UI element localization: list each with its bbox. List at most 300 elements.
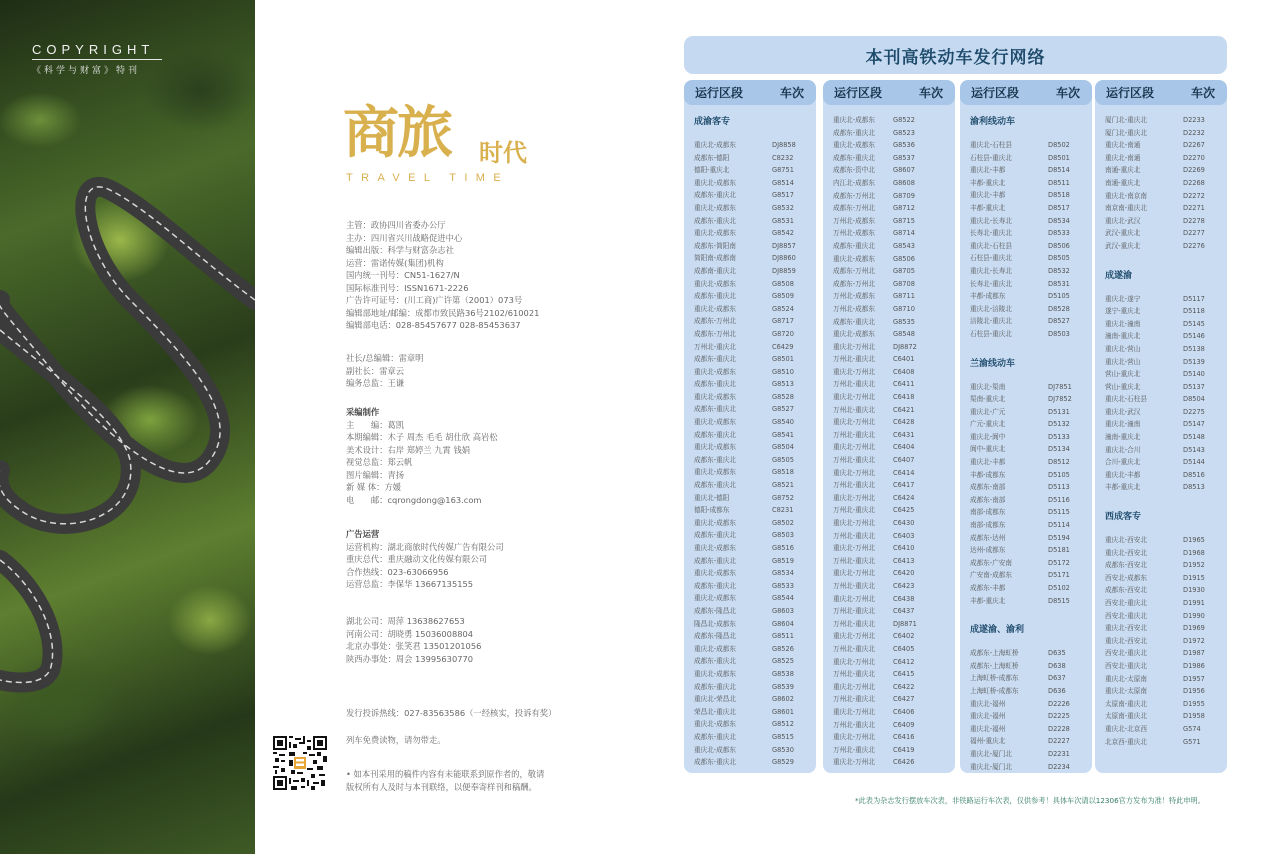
- info-line: 陕西办事处：周会 13995630770: [346, 653, 474, 664]
- train-row: [970, 381, 1092, 394]
- train-number-cell: D2268: [1183, 178, 1205, 187]
- route-cell: 成都东-重庆北: [694, 430, 736, 439]
- route-cell: 重庆北-万州北: [833, 468, 875, 477]
- info-line: 运营机构：湖北商旅时代传媒广告有限公司: [346, 541, 504, 552]
- train-number-cell: D2277: [1183, 229, 1205, 238]
- train-row: [694, 731, 816, 744]
- train-row: [970, 393, 1092, 406]
- train-row: [833, 429, 955, 442]
- train-row: [970, 481, 1092, 494]
- train-row: [833, 127, 955, 140]
- train-table-column: [960, 80, 1092, 773]
- train-row: [694, 655, 816, 668]
- route-cell: 重庆北-成都东: [694, 418, 736, 427]
- train-number-cell: D1965: [1183, 536, 1205, 545]
- route-cell: 万州北-重庆北: [833, 506, 875, 515]
- train-row: [1105, 660, 1227, 673]
- train-number-cell: D5171: [1048, 571, 1070, 580]
- route-cell: 重庆北-南通: [1105, 153, 1141, 162]
- route-cell: 重庆北-成都东: [694, 203, 736, 212]
- train-row: [1105, 393, 1227, 406]
- section-title: 西成客专: [1105, 512, 1142, 523]
- train-row: [833, 391, 955, 404]
- route-cell: 厦门北-重庆北: [1105, 128, 1147, 137]
- info-line: • 如本刊采用的稿件内容有未能联系到原作者的，敬请: [346, 769, 545, 779]
- train-row: [694, 315, 816, 328]
- train-row: [1105, 685, 1227, 698]
- train-number-cell: D8504: [1183, 395, 1205, 404]
- route-cell: 重庆北-丰都: [970, 191, 1006, 200]
- train-number-cell: DJ8859: [772, 266, 796, 275]
- route-cell: 重庆北-石柱县: [1105, 395, 1147, 404]
- train-row: [1105, 152, 1227, 165]
- route-cell: 遂宁-重庆北: [1105, 307, 1141, 316]
- train-row: [833, 404, 955, 417]
- route-cell: 厦门北-重庆北: [1105, 116, 1147, 124]
- info-line: 编辑部地址/邮编：成都市致民路36号2102/610021: [346, 307, 540, 318]
- train-number-cell: D8527: [1048, 317, 1070, 326]
- train-row: [1105, 622, 1227, 635]
- route-cell: 重庆北-万州北: [833, 544, 875, 553]
- train-row: [833, 290, 955, 303]
- train-row: [1105, 534, 1227, 547]
- train-number-cell: C6404: [893, 443, 915, 452]
- train-number-cell: G8539: [772, 682, 794, 691]
- offices-info: [346, 615, 481, 665]
- train-row: [970, 647, 1092, 660]
- train-number-cell: C6429: [772, 342, 794, 351]
- route-cell: 成都东-隆昌北: [694, 606, 736, 615]
- train-row: [1105, 572, 1227, 585]
- train-number-cell: C6425: [893, 506, 915, 515]
- train-row: [970, 456, 1092, 469]
- train-row: [833, 253, 955, 266]
- train-number-cell: D5145: [1183, 319, 1205, 328]
- route-cell: 重庆北-福州: [970, 724, 1006, 733]
- info-line: 运营总监：李保华 13667135155: [346, 579, 474, 590]
- route-cell: 成都东-重庆北: [833, 317, 875, 326]
- train-row: [833, 240, 955, 253]
- train-number-cell: D2269: [1183, 166, 1205, 175]
- train-row: [833, 605, 955, 618]
- train-row: [1105, 343, 1227, 356]
- train-row: [694, 681, 816, 694]
- train-row: [1105, 698, 1227, 711]
- train-number-cell: G8708: [893, 279, 915, 288]
- train-row: [1105, 164, 1227, 177]
- route-cell: 成都东-重庆北: [694, 581, 736, 590]
- train-row: [694, 668, 816, 681]
- route-cell: 重庆北-潼南: [1105, 420, 1141, 429]
- route-cell: 成都东-重庆北: [694, 758, 736, 767]
- route-cell: 石柱县-重庆北: [970, 153, 1012, 162]
- winding-road-graphic: [0, 0, 255, 854]
- route-cell: 广安南-成都东: [970, 571, 1012, 580]
- route-cell: 成都东-资中北: [833, 166, 875, 175]
- route-cell: 万州北-重庆北: [694, 342, 736, 351]
- advertising-info: [346, 528, 504, 591]
- train-number-cell: C6419: [893, 745, 915, 754]
- route-cell: 万州北-成都东: [833, 229, 875, 238]
- train-row: [833, 756, 955, 769]
- column-header: [823, 80, 955, 105]
- train-number-cell: G8604: [772, 619, 794, 628]
- route-cell: 南通-重庆北: [1105, 166, 1141, 175]
- train-row: [833, 378, 955, 391]
- train-number-cell: C6415: [893, 670, 915, 679]
- route-cell: 万州北-重庆北: [833, 556, 875, 565]
- train-row: [833, 681, 955, 694]
- train-number-cell: D635: [1048, 649, 1066, 658]
- train-number-cell: D8513: [1183, 483, 1205, 492]
- train-number-cell: C6418: [893, 393, 915, 402]
- train-number-cell: G8535: [893, 317, 915, 326]
- train-number-cell: G8710: [893, 304, 915, 313]
- train-number-cell: G8518: [772, 468, 794, 477]
- train-number-cell: G8525: [772, 657, 794, 666]
- train-number-cell: G8532: [772, 203, 794, 212]
- train-number-cell: DJ8858: [772, 141, 796, 149]
- train-row: [1105, 723, 1227, 736]
- route-cell: 重庆北-成都东: [694, 279, 736, 288]
- train-number-cell: G8519: [772, 556, 794, 565]
- logo-subtitle: 时代: [479, 139, 527, 167]
- route-cell: 重庆北-成都东: [694, 518, 736, 527]
- train-row: [833, 719, 955, 732]
- train-row: [970, 532, 1092, 545]
- route-cell: 德阳-重庆北: [694, 166, 730, 175]
- train-row: [694, 454, 816, 467]
- route-cell: 万州北-重庆北: [833, 531, 875, 540]
- train-number-cell: D2232: [1183, 128, 1205, 137]
- route-cell: 万州北-重庆北: [833, 355, 875, 364]
- train-row: [694, 429, 816, 442]
- train-row: [970, 595, 1092, 608]
- train-number-cell: G8530: [772, 745, 794, 754]
- route-cell: 南部-成都东: [970, 508, 1006, 517]
- train-row: [970, 431, 1092, 444]
- header-route: 运行区段: [971, 86, 1020, 100]
- train-number-cell: D8511: [1048, 178, 1070, 187]
- train-row: [694, 240, 816, 253]
- train-number-cell: D8501: [1048, 153, 1070, 162]
- train-table-column: [1095, 80, 1227, 773]
- train-row: [970, 469, 1092, 482]
- route-cell: 成都东-南部: [970, 495, 1006, 504]
- train-number-cell: G8751: [772, 166, 794, 175]
- train-row: [833, 593, 955, 606]
- train-number-cell: D637: [1048, 674, 1066, 683]
- route-cell: 重庆北-万州北: [833, 632, 875, 641]
- train-number-cell: G8541: [772, 430, 794, 439]
- train-number-cell: D5132: [1048, 420, 1070, 429]
- train-number-cell: G8608: [893, 178, 915, 187]
- route-cell: 重庆北-石柱县: [970, 241, 1012, 250]
- train-number-cell: D636: [1048, 686, 1066, 695]
- train-number-cell: G8528: [772, 392, 794, 401]
- route-cell: 成都东-万州北: [833, 191, 875, 200]
- route-cell: 万州北-重庆北: [833, 456, 875, 465]
- section-title: 成渝客专: [694, 117, 731, 127]
- train-number-cell: D8502: [1048, 141, 1070, 149]
- train-row: [1105, 330, 1227, 343]
- train-number-cell: C6409: [893, 720, 915, 729]
- train-row: [970, 735, 1092, 748]
- train-number-cell: D2275: [1183, 407, 1205, 416]
- route-cell: 成都东-南部: [970, 483, 1006, 492]
- train-number-cell: D8517: [1048, 203, 1070, 212]
- info-line: 广告许可证号：(川工商)广许第（2001）073号: [346, 295, 523, 306]
- train-row: [1105, 481, 1227, 494]
- train-row: [970, 265, 1092, 278]
- train-row: [1105, 584, 1227, 597]
- train-row: [694, 353, 816, 366]
- train-number-cell: D2272: [1183, 191, 1205, 200]
- train-row: [1105, 368, 1227, 381]
- train-row: [694, 605, 816, 618]
- train-row: [1105, 240, 1227, 253]
- train-number-cell: G8515: [772, 732, 794, 741]
- train-row: [970, 698, 1092, 711]
- train-number-cell: D1952: [1183, 561, 1205, 570]
- train-row: [1105, 635, 1227, 648]
- train-row: [694, 164, 816, 177]
- train-row: [833, 227, 955, 240]
- train-row: [833, 517, 955, 530]
- route-cell: 成都东-上海虹桥: [970, 649, 1019, 658]
- train-number-cell: C6420: [893, 569, 915, 578]
- route-cell: 重庆北-成都东: [694, 544, 736, 552]
- train-row: [694, 177, 816, 190]
- train-number-cell: G8711: [893, 292, 915, 301]
- route-cell: 重庆北-成都东: [694, 745, 736, 754]
- info-line: 河南公司：胡晓勇 15036008804: [346, 628, 474, 639]
- route-cell: 丰都-重庆北: [970, 203, 1006, 212]
- route-cell: 成都东-重庆北: [694, 455, 736, 464]
- train-number-cell: G8516: [772, 544, 794, 552]
- train-row: [833, 303, 955, 316]
- train-table-column: [823, 80, 955, 773]
- train-number-cell: DJ8871: [893, 619, 917, 628]
- train-row: [970, 582, 1092, 595]
- route-cell: 丰都-重庆北: [1105, 483, 1141, 492]
- route-cell: 潼南-重庆北: [1105, 332, 1141, 341]
- train-number-cell: D2225: [1048, 712, 1070, 721]
- train-number-cell: D1986: [1183, 661, 1205, 670]
- route-cell: 成都东-重庆北: [694, 556, 736, 565]
- train-number-cell: D8515: [1048, 596, 1070, 605]
- info-line: 本期编辑：木子 周杰 毛毛 胡仕欣 高岩松: [346, 432, 498, 443]
- train-number-cell: G8508: [772, 279, 794, 288]
- train-row: [970, 544, 1092, 557]
- route-cell: 重庆北-成都东: [694, 468, 736, 477]
- train-number-cell: G8521: [772, 481, 794, 490]
- header-train: 车次: [918, 86, 943, 100]
- train-number-cell: C6412: [893, 657, 915, 666]
- train-row: [1105, 139, 1227, 152]
- info-line: 国内统一刊号：CN51-1627/N: [346, 270, 460, 281]
- train-number-cell: D5144: [1183, 458, 1205, 467]
- train-row: [833, 164, 955, 177]
- train-row: [970, 723, 1092, 736]
- route-cell: 重庆北-万州北: [833, 569, 875, 578]
- route-cell: 营山-重庆北: [1105, 382, 1141, 391]
- train-number-cell: C6401: [893, 355, 915, 364]
- route-cell: 涪陵北-重庆北: [970, 317, 1012, 326]
- train-row: [1105, 406, 1227, 419]
- train-row: [833, 580, 955, 593]
- route-cell: 重庆北-成都东: [694, 644, 736, 653]
- train-number-cell: D8512: [1048, 458, 1070, 467]
- train-row: [694, 139, 816, 152]
- train-row: [970, 189, 1092, 202]
- route-cell: 南部-成都东: [970, 521, 1006, 530]
- route-cell: 重庆北-万州北: [833, 733, 875, 742]
- route-cell: 广元-重庆北: [970, 420, 1006, 429]
- route-cell: 成都东-重庆北: [694, 682, 736, 691]
- info-line: 图片编辑：青扬: [346, 469, 405, 480]
- train-number-cell: C6405: [893, 644, 915, 653]
- route-cell: 重庆北-西安北: [1105, 636, 1147, 645]
- train-row: [833, 504, 955, 517]
- info-line: 美术设计：右岸 郑婷兰 九霄 钱娟: [346, 444, 471, 455]
- route-cell: 重庆北-成都东: [694, 669, 736, 678]
- train-number-cell: C6426: [893, 758, 915, 767]
- column-header: [960, 80, 1092, 105]
- train-number-cell: D8518: [1048, 191, 1070, 200]
- route-cell: 重庆北-成都东: [694, 178, 736, 187]
- train-number-cell: G574: [1183, 724, 1201, 733]
- train-row: [833, 479, 955, 492]
- train-row: [833, 618, 955, 631]
- route-cell: 成都东-万州北: [694, 317, 736, 326]
- route-cell: 万州北-重庆北: [833, 644, 875, 653]
- route-cell: 成都东-重庆北: [833, 153, 875, 162]
- route-cell: 渠南-重庆北: [970, 395, 1006, 404]
- route-cell: 石柱县-重庆北: [970, 254, 1012, 263]
- route-cell: 西安北-重庆北: [1105, 599, 1147, 607]
- train-number-cell: G8534: [772, 569, 794, 578]
- train-number-cell: G8540: [772, 418, 794, 427]
- copyright-notice: [346, 768, 544, 793]
- info-line: 运营：雷诺传媒(集团)机构: [346, 257, 444, 268]
- train-row: [694, 555, 816, 568]
- train-row: [694, 278, 816, 291]
- train-row: [970, 215, 1092, 228]
- route-cell: 丰都-重庆北: [970, 178, 1006, 187]
- route-cell: 重庆北-万州北: [833, 707, 875, 716]
- train-row: [694, 744, 816, 757]
- train-number-cell: G8513: [772, 380, 794, 389]
- train-row: [694, 504, 816, 517]
- train-row: [970, 672, 1092, 685]
- info-line: 视觉总监：郑云帆: [346, 457, 413, 468]
- train-number-cell: G8503: [772, 531, 794, 540]
- train-row: [970, 278, 1092, 291]
- train-row: [833, 202, 955, 215]
- header-route: 运行区段: [1106, 86, 1155, 100]
- train-number-cell: D2278: [1183, 216, 1205, 225]
- train-row: [970, 315, 1092, 328]
- train-row: [970, 685, 1092, 698]
- info-line: 重庆总代：重庆融动文化传媒有限公司: [346, 554, 488, 565]
- route-cell: 营山-重庆北: [1105, 370, 1141, 379]
- route-cell: 万州北-重庆北: [833, 607, 875, 616]
- info-line: 湖北公司：周萍 13638627653: [346, 616, 465, 626]
- route-cell: 重庆北-北京西: [1105, 724, 1147, 733]
- train-row: [694, 492, 816, 505]
- section-title: 成遂渝、渝利: [970, 625, 1025, 636]
- route-cell: 重庆北-万州北: [833, 519, 875, 527]
- train-number-cell: D8506: [1048, 241, 1070, 250]
- route-cell: 荣昌北-重庆北: [694, 707, 736, 716]
- train-number-cell: G8548: [893, 330, 915, 339]
- column-header: [684, 80, 816, 105]
- route-cell: 成都东-简阳南: [694, 241, 736, 250]
- train-row: [833, 530, 955, 543]
- train-number-cell: G8526: [772, 644, 794, 653]
- train-row: [1105, 356, 1227, 369]
- train-number-cell: C6411: [893, 380, 915, 389]
- train-row: [694, 693, 816, 706]
- route-cell: 重庆北-福州: [970, 712, 1006, 721]
- train-row: [1105, 202, 1227, 215]
- train-number-cell: DJ7851: [1048, 382, 1072, 391]
- train-number-cell: C6423: [893, 581, 915, 590]
- route-cell: 武汉-重庆北: [1105, 241, 1141, 250]
- train-number-cell: D2270: [1183, 153, 1205, 162]
- train-number-cell: G8523: [893, 128, 915, 137]
- route-cell: 万州北-重庆北: [833, 720, 875, 729]
- route-cell: 成都东-上海虹桥: [970, 661, 1019, 670]
- train-row: [833, 492, 955, 505]
- train-number-cell: G8603: [772, 606, 794, 615]
- train-row: [970, 710, 1092, 723]
- route-cell: 重庆北-成都东: [694, 304, 736, 313]
- train-number-cell: C6431: [893, 430, 915, 439]
- train-number-cell: G8501: [772, 355, 794, 364]
- train-row: [833, 341, 955, 354]
- route-cell: 重庆北-营山: [1105, 357, 1141, 366]
- train-number-cell: D1991: [1183, 599, 1205, 607]
- train-row: [694, 378, 816, 391]
- route-cell: 隆昌北-成都东: [694, 619, 736, 628]
- route-cell: 万州北-重庆北: [833, 745, 875, 754]
- train-row: [1105, 736, 1227, 749]
- train-number-cell: G8509: [772, 292, 794, 301]
- info-line: 编辑出版：科学与财富杂志社: [346, 245, 454, 256]
- train-row: [694, 290, 816, 303]
- info-line: 主管：政协四川省委办公厅: [346, 220, 446, 230]
- train-number-cell: D5115: [1048, 508, 1070, 517]
- route-cell: 重庆北-万州北: [833, 493, 875, 502]
- train-number-cell: G8527: [772, 405, 794, 414]
- train-row: [970, 252, 1092, 265]
- train-number-cell: D5102: [1048, 584, 1070, 592]
- train-number-cell: C6428: [893, 418, 915, 427]
- train-row: [694, 441, 816, 454]
- route-cell: 重庆北-成都东: [833, 254, 875, 263]
- train-number-cell: D2226: [1048, 699, 1070, 708]
- train-row: [970, 139, 1092, 152]
- info-line: 新 媒 体：方媛: [346, 482, 402, 493]
- train-number-cell: D5139: [1183, 357, 1205, 366]
- train-number-cell: D1972: [1183, 636, 1205, 645]
- train-number-cell: G8720: [772, 329, 794, 338]
- train-number-cell: C8232: [772, 153, 794, 162]
- copyright-divider: [32, 59, 162, 60]
- route-cell: 万州北-重庆北: [833, 581, 875, 590]
